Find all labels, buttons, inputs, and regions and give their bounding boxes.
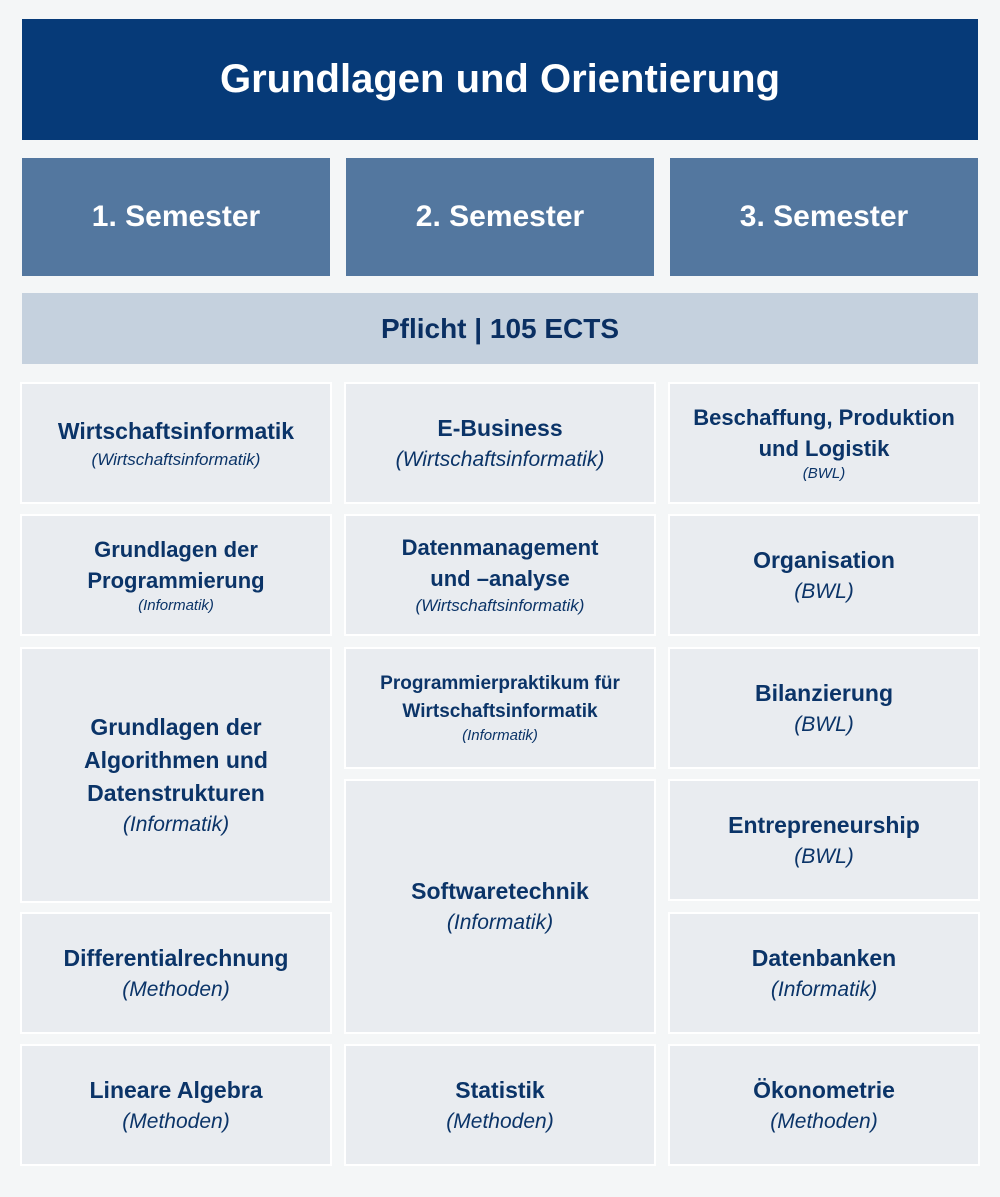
page-title — [22, 19, 978, 140]
course-category: (Informatik) — [446, 911, 554, 934]
course-wirtschaftsinformatik — [20, 382, 332, 504]
course-algorithmen-datenstrukturen — [20, 647, 332, 903]
title-text: Grundlagen und Orientierung — [220, 57, 780, 101]
course-name: Entrepreneurship — [728, 811, 920, 838]
course-category: (Methoden) — [770, 1109, 878, 1133]
course-name-line-1: Programmierpraktikum für — [380, 673, 620, 694]
semester-2-header — [346, 158, 654, 276]
course-category: (Wirtschaftsinformatik) — [415, 596, 585, 615]
course-name-line-1: Grundlagen der — [90, 713, 262, 740]
course-name-line-2: Algorithmen und — [84, 746, 268, 773]
course-category: (BWL) — [794, 844, 854, 868]
course-name: Statistik — [455, 1076, 545, 1103]
course-e-business — [344, 382, 656, 504]
semester-1-label: 1. Semester — [91, 200, 261, 233]
course-name: Lineare Algebra — [89, 1076, 263, 1103]
course-category: (Informatik) — [138, 597, 214, 614]
course-name: Organisation — [753, 546, 895, 573]
course-name-line-3: Datenstrukturen — [87, 779, 265, 806]
course-name: E-Business — [437, 414, 563, 441]
semester-3-label: 3. Semester — [739, 200, 909, 233]
course-category: (Methoden) — [446, 1109, 554, 1133]
course-name-line-1: Grundlagen der — [94, 537, 258, 562]
pflicht-banner — [22, 293, 978, 364]
course-name: Ökonometrie — [753, 1076, 895, 1103]
course-category: (Wirtschaftsinformatik) — [395, 447, 605, 471]
course-datenbanken — [668, 912, 980, 1034]
course-grundlagen-programmierung — [20, 514, 332, 636]
course-statistik — [344, 1044, 656, 1166]
course-softwaretechnik — [344, 779, 656, 1034]
course-differentialrechnung — [20, 912, 332, 1034]
course-category: (Informatik) — [770, 977, 878, 1001]
course-name-line-2: Wirtschaftsinformatik — [402, 701, 598, 722]
semester-3-header — [670, 158, 978, 276]
course-name: Wirtschaftsinformatik — [57, 417, 295, 444]
course-organisation — [668, 514, 980, 636]
course-category: (Methoden) — [122, 977, 230, 1001]
course-beschaffung-produktion-logistik — [668, 382, 980, 504]
course-name-line-1: Datenmanagement — [401, 535, 599, 560]
course-category: (BWL) — [802, 465, 846, 482]
course-category: (Wirtschaftsinformatik) — [91, 449, 261, 469]
course-category: (Informatik) — [462, 727, 538, 744]
course-entrepreneurship — [668, 779, 980, 901]
semester-1-header — [22, 158, 330, 276]
course-category: (BWL) — [794, 712, 854, 736]
course-bilanzierung — [668, 647, 980, 769]
course-category: (Methoden) — [122, 1109, 230, 1133]
course-name-line-2: Programmierung — [87, 568, 265, 593]
course-category: (Informatik) — [122, 812, 230, 836]
course-name: Softwaretechnik — [411, 878, 589, 904]
course-lineare-algebra — [20, 1044, 332, 1166]
course-category: (BWL) — [794, 579, 854, 603]
course-oekonometrie — [668, 1044, 980, 1166]
course-name: Datenbanken — [751, 944, 897, 971]
course-programmierpraktikum — [344, 647, 656, 769]
course-name-line-2: und Logistik — [758, 436, 890, 461]
pflicht-label: Pflicht | 105 ECTS — [380, 312, 620, 344]
semester-2-label: 2. Semester — [415, 200, 585, 233]
course-name: Differentialrechnung — [63, 944, 289, 971]
course-name: Bilanzierung — [754, 679, 893, 706]
course-datenmanagement — [344, 514, 656, 636]
course-name-line-1: Beschaffung, Produktion — [693, 405, 955, 430]
course-name-line-2: und –analyse — [430, 566, 570, 591]
